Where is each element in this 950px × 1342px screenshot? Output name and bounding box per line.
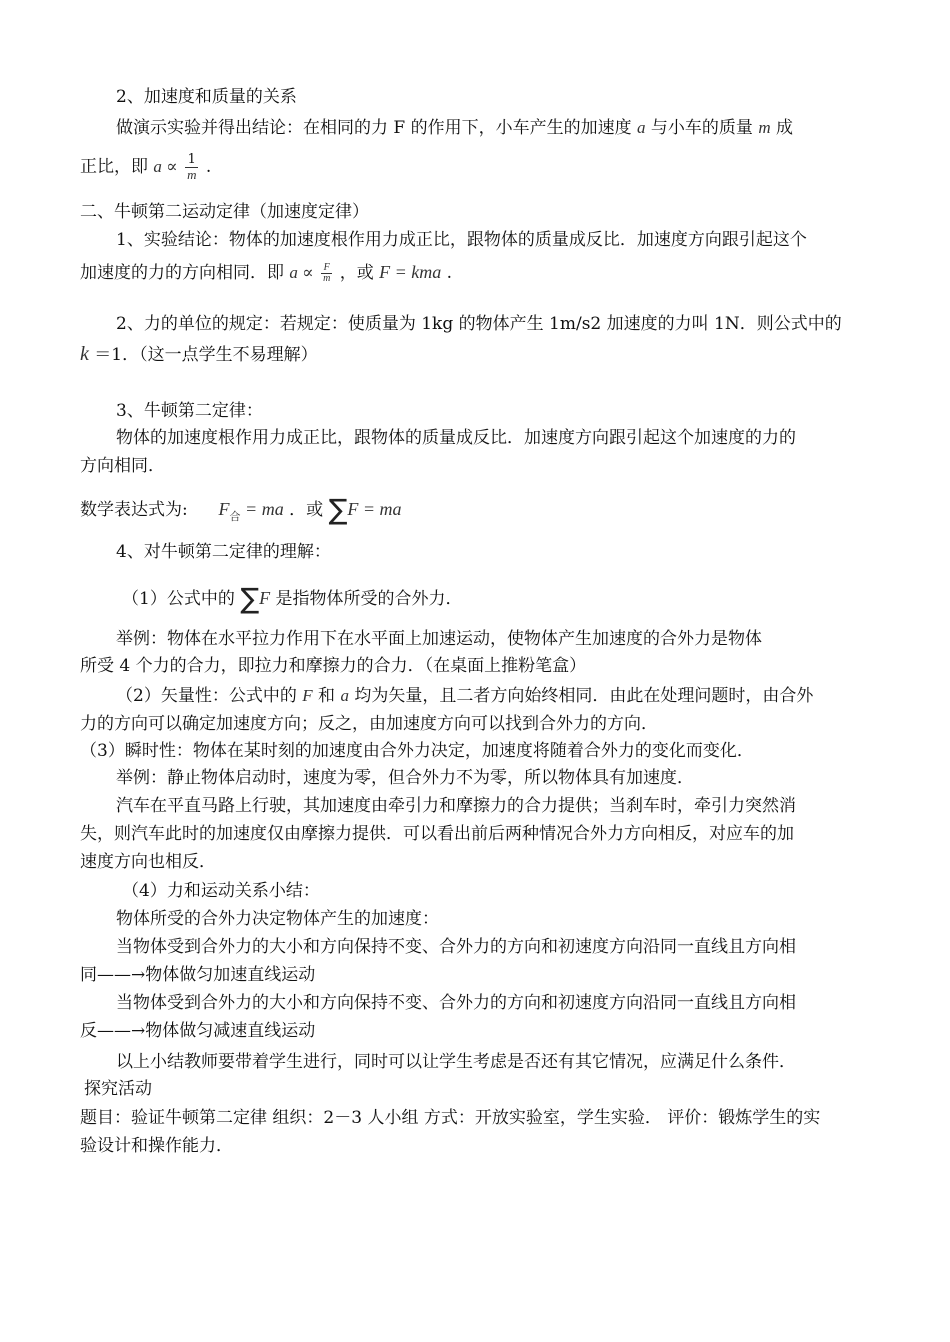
frac-numerator: 1 bbox=[185, 153, 198, 168]
symbol-F: F bbox=[302, 686, 313, 705]
formula-propto: a ∝ bbox=[153, 157, 178, 176]
item4: （4）力和运动关系小结： bbox=[122, 881, 320, 901]
topic-1: 题目：验证牛顿第二定律 组织：2－3 人小组 方式：开放实验室，学生实验． 评价：锻炼学生的实 bbox=[80, 1108, 821, 1128]
frac-denominator: m bbox=[187, 167, 197, 182]
item2-line2: 力的方向可以确定加速度方向；反之，由加速度方向可以找到合外力的方向． bbox=[80, 714, 658, 734]
car-3: 速度方向也相反． bbox=[80, 852, 216, 872]
item2-lead: （2）矢量性：公式中的 bbox=[116, 686, 297, 706]
sigma-symbol: ∑ bbox=[240, 582, 260, 615]
frac-F: F bbox=[321, 263, 332, 274]
formula-a-propto: a ∝ bbox=[289, 263, 314, 282]
explore-heading: 探究活动 bbox=[84, 1079, 152, 1099]
case2-1: 当物体受到合外力的大小和方向保持不变、合外力的方向和初速度方向沿同一直线且方向相 bbox=[116, 993, 796, 1013]
exp-conclusion-2 bbox=[80, 257, 452, 288]
unit-def-1: 2、力的单位的规定：若规定：使质量为 1kg 的物体产生 1m/s2 加速度的力叫 1N．则公式中的 bbox=[116, 314, 842, 334]
heading-newton2: 二、牛顿第二运动定律（加速度定律） bbox=[80, 202, 369, 222]
formula-eq-ma: = ma bbox=[245, 499, 284, 519]
inverse-line bbox=[80, 150, 211, 184]
formula-one-over-m bbox=[185, 153, 198, 182]
item1-end: 是指物体所受的合外力． bbox=[275, 589, 463, 609]
formula-sumF: F bbox=[259, 588, 271, 608]
symbol-a: a bbox=[637, 118, 646, 137]
formula-F-he-ma bbox=[218, 499, 284, 523]
heading-understanding: 4、对牛顿第二定律的理解： bbox=[116, 542, 331, 562]
exp-conclusion-text: 加速度的力的方向相同．即 bbox=[80, 263, 284, 283]
inverse-lead: 正比，即 bbox=[80, 157, 148, 177]
period: . bbox=[446, 263, 453, 283]
case2-2: 反——→物体做匀减速直线运动 bbox=[80, 1021, 316, 1041]
math-expr-line bbox=[80, 492, 402, 534]
exp-or: ，或 bbox=[339, 263, 374, 283]
demo-text: 做演示实验并得出结论：在相同的力 F 的作用下，小车产生的加速度 bbox=[116, 118, 632, 138]
symbol-a: a bbox=[340, 686, 349, 705]
example1-1: 举例：物体在水平拉力作用下在水平面上加速运动，使物体产生加速度的合外力是物体 bbox=[116, 629, 762, 649]
law-text-2: 方向相同． bbox=[80, 456, 165, 476]
demo-line bbox=[116, 117, 793, 139]
case1-1: 当物体受到合外力的大小和方向保持不变、合外力的方向和初速度方向沿同一直线且方向相 bbox=[116, 937, 796, 957]
unit-def-2-line bbox=[80, 343, 318, 366]
frac-m: m bbox=[323, 273, 331, 284]
topic-2: 验设计和操作能力． bbox=[80, 1136, 233, 1156]
symbol-m: m bbox=[758, 118, 771, 137]
formula-sumF-ma: F = ma bbox=[347, 499, 402, 519]
demo-mid: 与小车的质量 bbox=[650, 118, 753, 138]
unit-def-2: ＝1．（这一点学生不易理解） bbox=[94, 345, 318, 365]
formula-F-kma: F = kma bbox=[379, 262, 442, 282]
example1-2: 所受 4 个力的合力，即拉力和摩擦力的合力．（在桌面上推粉笔盒） bbox=[80, 656, 587, 676]
summary-lead: 物体所受的合外力决定物体产生的加速度： bbox=[116, 909, 439, 929]
car-2: 失，则汽车此时的加速度仅由摩擦力提供．可以看出前后两种情况合外力方向相反，对应车的加 bbox=[80, 824, 794, 844]
car-1: 汽车在平直马路上行驶，其加速度由牵引力和摩擦力的合力提供；当刹车时，牵引力突然消 bbox=[116, 796, 796, 816]
example3: 举例：静止物体启动时，速度为零，但合外力不为零，所以物体具有加速度． bbox=[116, 768, 694, 788]
math-expr-lead: 数学表达式为: bbox=[80, 500, 188, 520]
demo-end: 成 bbox=[776, 118, 794, 138]
teacher-note: 以上小结教师要带着学生进行，同时可以让学生考虑是否还有其它情况，应满足什么条件． bbox=[116, 1052, 796, 1072]
period: . bbox=[205, 157, 212, 177]
heading-accel-mass: 2、加速度和质量的关系 bbox=[116, 87, 297, 107]
item1-line bbox=[122, 583, 463, 614]
case1-2: 同——→物体做匀加速直线运动 bbox=[80, 965, 316, 985]
sigma-symbol: ∑ bbox=[328, 493, 348, 526]
heading-law: 3、牛顿第二定律： bbox=[116, 401, 263, 421]
formula-F-over-m bbox=[321, 263, 332, 284]
law-text-1: 物体的加速度根作用力成正比，跟物体的质量成反比．加速度方向跟引起这个加速度的力的 bbox=[116, 428, 796, 448]
formula-F-he-F: F bbox=[218, 499, 230, 519]
item2-end: 均为矢量，且二者方向始终相同．由此在处理问题时，由合外 bbox=[354, 686, 814, 706]
item1-lead: （1）公式中的 bbox=[122, 589, 235, 609]
item2-and: 和 bbox=[318, 686, 336, 706]
item3: （3）瞬时性：物体在某时刻的加速度由合外力决定，加速度将随着合外力的变化而变化． bbox=[80, 741, 754, 761]
item2-line bbox=[116, 685, 813, 707]
subscript-he: 合 bbox=[229, 511, 241, 523]
math-expr-or: ．或 bbox=[289, 500, 324, 520]
symbol-k: k bbox=[80, 343, 89, 365]
exp-conclusion-1: 1、实验结论：物体的加速度根作用力成正比，跟物体的质量成反比．加速度方向跟引起这个 bbox=[116, 230, 807, 250]
